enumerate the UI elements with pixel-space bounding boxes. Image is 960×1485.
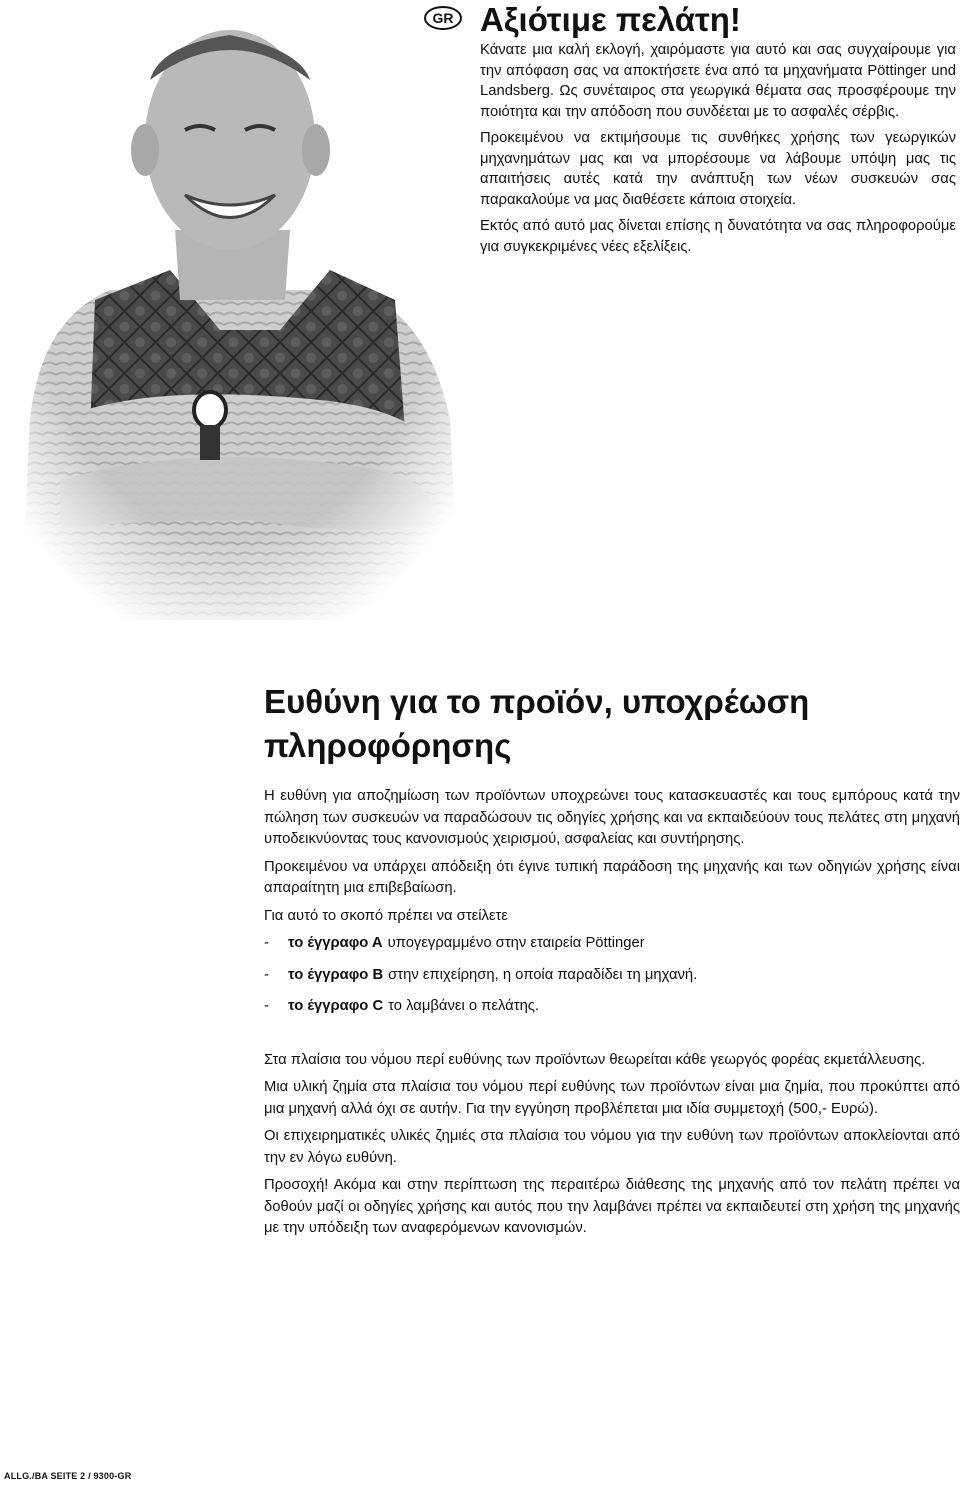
body-paragraph: Μια υλική ζημία στα πλαίσια του νόμου περί ευθύνης των προϊόντων είναι μια ζημία, που προκύπτει από μια μηχανή αλλά όχι σε αυτήν. Για την εγγύηση προβλέπεται μια ιδία συμμετοχή (500,- Ευρώ). (264, 1079, 960, 1117)
list-dash: - (264, 998, 269, 1014)
document-description: υπογεγραμμένο στην εταιρεία Pöttinger (387, 935, 645, 951)
document-label: το έγγραφο Β (288, 966, 384, 983)
document-label: το έγγραφο Α (288, 935, 383, 951)
body-paragraph: Στα πλαίσια του νόμου περί ευθύνης των προϊόντων θεωρείται κάθε γεωργός φορέας εκμετάλλευσης. (264, 1051, 926, 1068)
body-paragraph: Προκειμένου να υπάρχει απόδειξη ότι έγινε τυπική παράδοση της μηχανής και των οδηγιών χρήσης είναι απαραίτητη μια επιβεβαίωση. (264, 858, 960, 896)
list-dash: - (264, 966, 269, 983)
document-label: το έγγραφο C (288, 998, 384, 1014)
intro-paragraph: Εκτός από αυτό μας δίνεται επίσης η δυνατότητα να σας πληροφορούμε για συγκεκριμένες νέες εξελίξεις. (480, 218, 956, 255)
document-description: το λαμβάνει ο πελάτης. (388, 998, 540, 1014)
customer-photo (0, 0, 470, 620)
list-item (264, 933, 960, 955)
body-paragraph: Οι επιχειρηματικές υλικές ζημιές στα πλαίσια του νόμου για την ευθύνη των προϊόντων αποκλείονται από την εν λόγω ευθύνη. (264, 1128, 960, 1166)
intro-text (480, 40, 956, 263)
document-description: στην επιχείρηση, η οποία παραδίδει τη μηχανή. (388, 966, 698, 983)
body-paragraph: Η ευθύνη για αποζημίωση των προϊόντων υποχρεώνει τους κατασκευαστές και τους εμπόρους κατά την πώληση των συσκευών να παραδώσουν τις οδηγίες χρήσης και να εκπαιδεύουν τους πελάτες στη μηχανή υποδεικνύοντας τους κανονισμούς χειρισμού, ασφαλείας και συντήρησης. (264, 788, 960, 847)
intro-paragraph: Προκειμένου να εκτιμήσουμε τις συνθήκες χρήσης των γεωργικών μηχανημάτων μας και να μπορέσουμε να λάβουμε υπόψη μας τις απαιτήσεις αυτές κατά την ανάπτυξη των νέων συσκευών σας παρακαλούμε να μας διαθέσετε κάποια στοιχεία. (480, 130, 956, 208)
list-item (264, 965, 960, 987)
list-dash: - (264, 935, 269, 951)
body-paragraph: Προσοχή! Ακόμα και στην περίπτωση της περαιτέρω διάθεσης της μηχανής από τον πελάτη πρέπει να δοθούν μαζί οι οδηγίες χρήσης και αυτός που την λαμβάνει πρέπει να εκπαιδευτεί στη χρήση της μηχανής με την υπόδειξη των αναφερόμενων κανονισμών. (264, 1177, 960, 1236)
welcome-title: Αξιότιμε πελάτη! (480, 1, 741, 38)
document-list (264, 933, 960, 1018)
list-item (264, 996, 960, 1018)
page-footer-code: ALLG./BA SEITE 2 / 9300-GR (4, 1471, 132, 1481)
section-title: Ευθύνη για το προϊόν, υποχρέωση πληροφόρησης (264, 683, 810, 764)
product-liability-text (264, 786, 960, 1246)
language-badge: GR (424, 6, 462, 30)
intro-paragraph: Κάνατε μια καλή εκλογή, χαιρόμαστε για αυτό και σας συγχαίρουμε για την απόφαση σας να αποκτήσετε ένα από τα μηχανήματα Pöttinger und Landsberg. Ως συνέταιρος στα γεωργικά θέματα σας προσφέρουμε την ποιότητα και την απόδοση που συνδέεται με το ασφαλές σέρβις. (480, 42, 956, 120)
body-paragraph: Για αυτό το σκοπό πρέπει να στείλετε (264, 907, 508, 924)
